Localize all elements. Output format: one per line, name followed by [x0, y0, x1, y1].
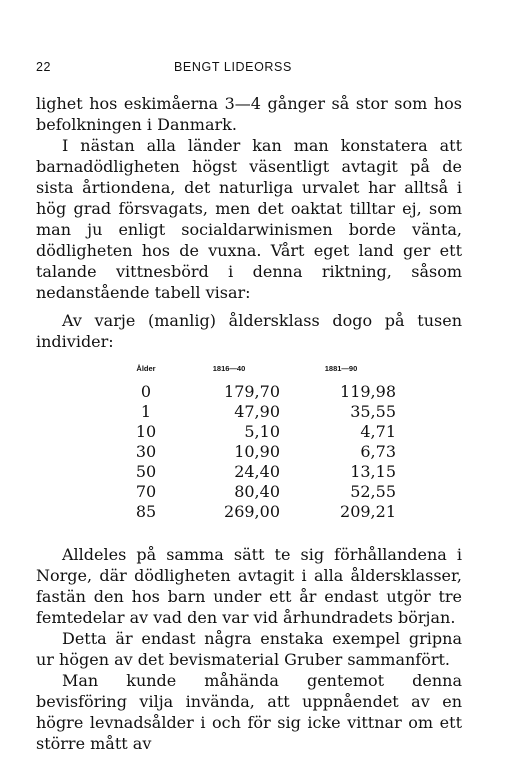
table-row: [120, 462, 396, 482]
age-cell: 10: [135, 422, 157, 441]
rate-1881-90-cell: 52,55: [350, 482, 396, 501]
running-head: BENGT LIDEORSS: [174, 60, 292, 74]
age-cell: 0: [140, 382, 152, 401]
column-header-age: Ålder: [136, 364, 156, 373]
table-row: [120, 382, 396, 402]
age-cell: 30: [135, 442, 157, 461]
paragraph-gruber: Detta är endast några enstaka exempel gripna ur högen av det bevismaterial Gruber sammanfört.: [36, 629, 462, 669]
table-row: [120, 482, 396, 502]
table-row: [120, 442, 396, 462]
table-row: [120, 422, 396, 442]
mortality-table: [120, 364, 396, 522]
table-row: [120, 502, 396, 522]
page-header: [36, 60, 460, 78]
rate-1881-90-cell: 6,73: [360, 442, 396, 461]
paragraph-objection: Man kunde måhända gentemot denna bevisföring vilja invända, att uppnåendet av en högre levnadsålder i och för sig icke vittnar om ett större mått av: [36, 671, 462, 753]
paragraph-child-mortality: I nästan alla länder kan man konstatera att barnadödligheten högst väsentligt avtagit på de sista årtiondena, det naturliga urvalet har alltså i hög grad försvagats, men det oaktat tilltar ej, som man ju enligt socialdarwinismen borde vänta, dödligheten hos de vuxna. Vårt eget land ger ett talande vittnesbörd i denna riktning, såsom nedanstående tabell visar:: [36, 136, 462, 302]
page-number: 22: [36, 60, 52, 74]
rate-1816-40-cell: 5,10: [244, 422, 280, 441]
table-row: [120, 402, 396, 422]
table-header-row: [120, 364, 396, 382]
rate-1881-90-cell: 4,71: [360, 422, 396, 441]
age-cell: 70: [135, 482, 157, 501]
rate-1881-90-cell: 119,98: [340, 382, 396, 401]
rate-1881-90-cell: 35,55: [350, 402, 396, 421]
rate-1816-40-cell: 10,90: [234, 442, 280, 461]
column-header-1881-90: 1881—90: [324, 364, 358, 373]
column-header-1816-40: 1816—40: [212, 364, 246, 373]
table-caption: Av varje (manlig) åldersklass dogo på tusen individer:: [36, 311, 462, 351]
age-cell: 85: [135, 502, 157, 521]
paragraph-continuation: lighet hos eskimåerna 3—4 gånger så stor som hos befolkningen i Danmark.: [36, 94, 462, 134]
age-cell: 50: [135, 462, 157, 481]
paragraph-norway: Alldeles på samma sätt te sig förhållandena i Norge, där dödligheten avtagit i alla åldersklasser, fastän den hos barn under ett år endast utgör tre femtedelar av vad den var vid århundradets början.: [36, 545, 462, 627]
age-cell: 1: [140, 402, 152, 421]
rate-1816-40-cell: 80,40: [234, 482, 280, 501]
rate-1816-40-cell: 24,40: [234, 462, 280, 481]
rate-1816-40-cell: 269,00: [224, 502, 280, 521]
rate-1816-40-cell: 179,70: [224, 382, 280, 401]
rate-1816-40-cell: 47,90: [234, 402, 280, 421]
rate-1881-90-cell: 13,15: [350, 462, 396, 481]
rate-1881-90-cell: 209,21: [340, 502, 396, 521]
